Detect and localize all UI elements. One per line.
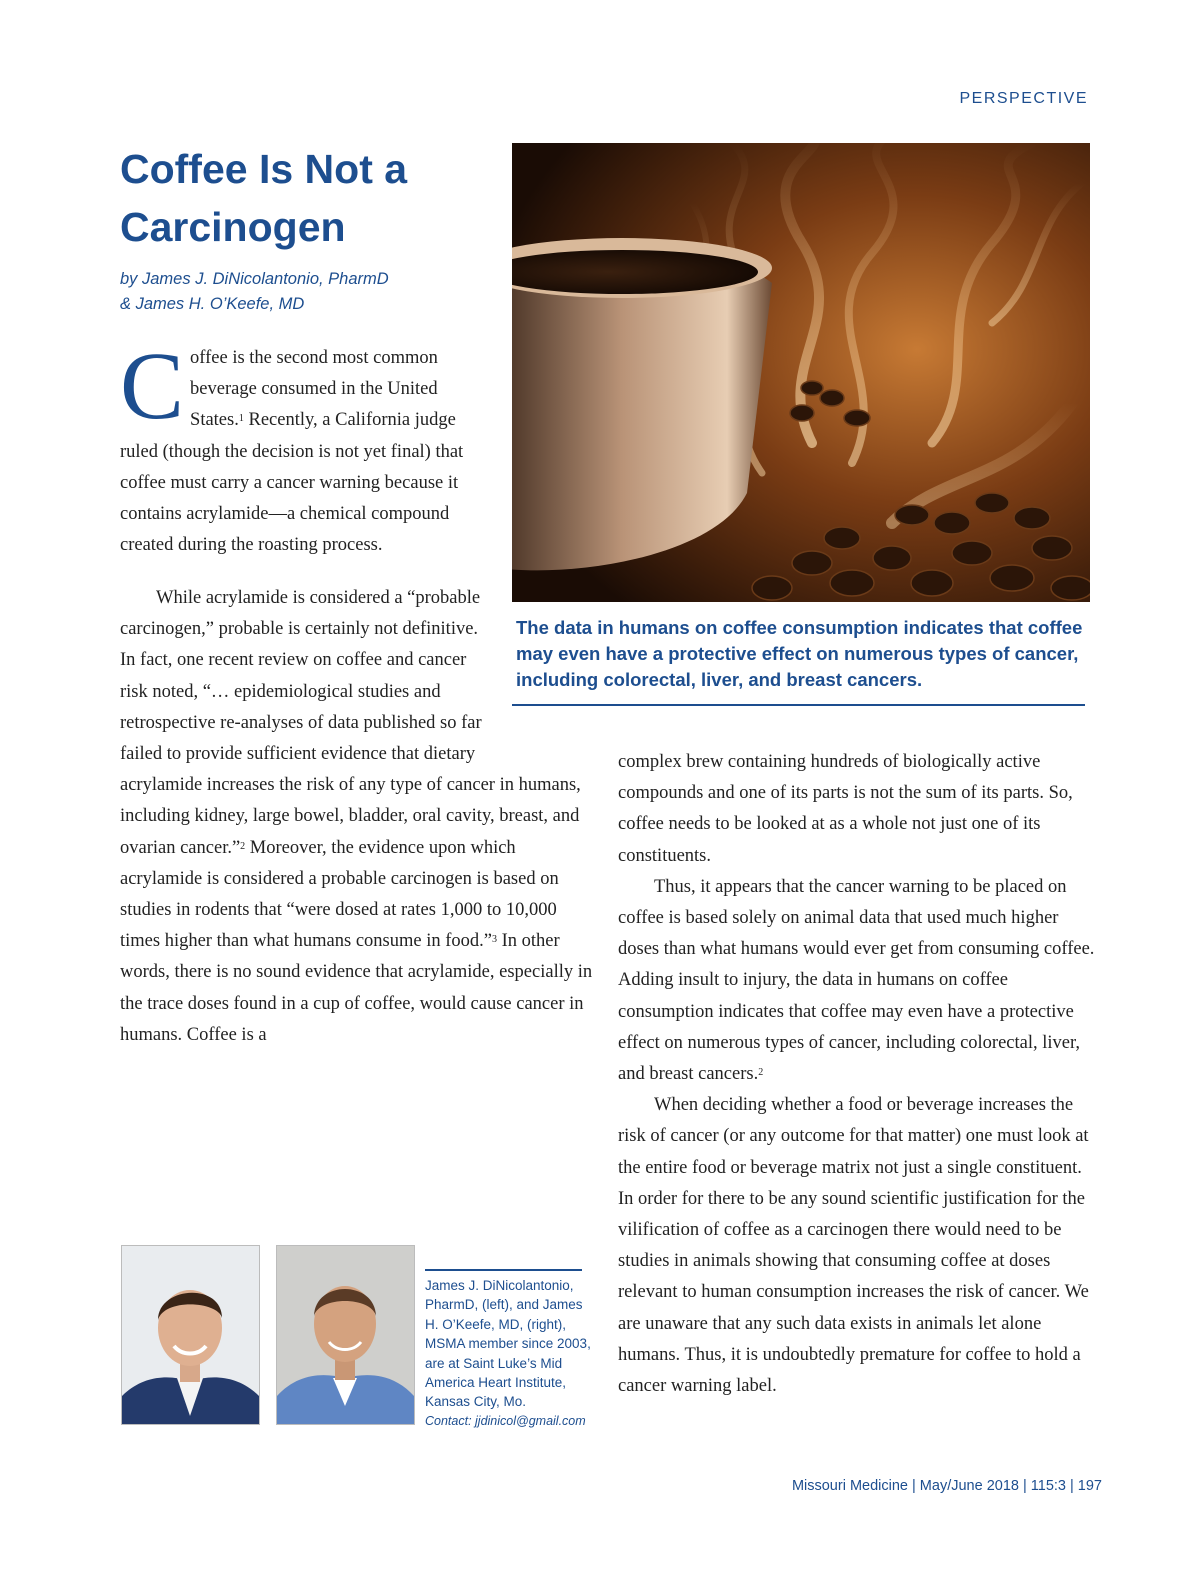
paragraph-1 [120,332,480,561]
section-label: PERSPECTIVE [959,90,1088,107]
article-column-2 [618,747,1098,1402]
author-bio [425,1276,597,1431]
author-bio-text: James J. DiNicolantonio, PharmD, (left), and James H. O’Keefe, MD, (right), MSMA member since 2003, are at Saint Luke’s Mid America Heart Institute, Kansas City, Mo. [425,1278,591,1410]
reference-2: 2 [240,840,246,852]
author-photo-okeefe [276,1245,415,1425]
dropcap: C [120,332,185,439]
paragraph-1-intro: offee is the second most common beverage consumed in the United States. [190,348,438,431]
paragraph-3 [618,872,1098,1090]
author-photo-dinicolantonio [121,1245,260,1425]
article-title: Coffee Is Not a Carcinogen [120,146,408,250]
paragraph-3-text: Thus, it appears that the cancer warning to be placed on coffee is based solely on animal data that used much higher doses than what humans would ever get from consuming coffee. Adding insult to injury, the data in humans on coffee consumption indicates that coffee may even have a protective effect on numerous types of cancer, including colorectal, liver, and breast cancers. [618,876,1095,1085]
article-column-1 [120,332,490,561]
byline [120,267,480,317]
byline-author-1: by James J. DiNicolantonio, PharmD [120,270,389,288]
reference-1: 1 [238,413,244,425]
paragraph-2 [120,583,600,1051]
paragraph-1-rest: Recently, a California judge ruled (though the decision is not yet final) that coffee must carry a cancer warning because it contains acrylamide—a chemical compound created during the roasting process. [120,410,464,556]
article-column-1-continued [120,583,600,1083]
text-wrap-spacer [485,583,600,770]
paragraph-2-part-a: While acrylamide is considered a “probable carcinogen,” probable is certainly not definitive. In fact, one recent review on coffee and cancer risk noted, “… epidemiological studies and retrospective re-analyses of data published so far failed to provide sufficient evidence that dietary acrylamide increases the risk of any type of cancer in humans, including kidney, large bowel, bladder, oral cavity, breast, and ovarian cancer.” [120,588,581,858]
author-contact: Contact: jjdinicol@gmail.com [425,1413,586,1428]
paragraph-2-continued: complex brew containing hundreds of biologically active compounds and one of its parts is not the sum of its parts. So, coffee needs to be looked at as a whole not just one of its constituents. [618,752,1073,866]
paragraph-4: When deciding whether a food or beverage increases the risk of cancer (or any outcome for that matter) one must look at the entire food or beverage matrix not just a single constituent. In order for there to be any sound scientific justification for the vilification of coffee as a carcinogen there would need to be studies in animals showing that consuming coffee at doses relevant to human consumption increases the risk of cancer. We are unaware that any such data exists in animals let alone humans. Thus, it is undoubtedly premature for coffee to hold a cancer warning label. [618,1095,1089,1397]
bio-divider [425,1269,582,1271]
image-caption: The data in humans on coffee consumption indicates that coffee may even have a protective effect on numerous types of cancer, including colorectal, liver, and breast cancers. [516,617,1083,690]
page-footer: Missouri Medicine | May/June 2018 | 115:3 | 197 [791,1478,1102,1494]
reference-3: 3 [491,934,497,946]
paragraph-2-part-c: In other words, there is no sound evidence that acrylamide, especially in the trace doses found in a cup of coffee, would cause cancer in humans. Coffee is a [120,931,593,1045]
reference-4: 2 [758,1067,764,1079]
paragraph-2-part-b: Moreover, the evidence upon which acrylamide is considered a probable carcinogen is based on studies in rodents that “were dosed at rates 1,000 to 10,000 times higher than what humans consume in food.” [120,837,559,952]
coffee-photo [512,143,1090,602]
byline-author-2: & James H. O’Keefe, MD [120,295,305,313]
